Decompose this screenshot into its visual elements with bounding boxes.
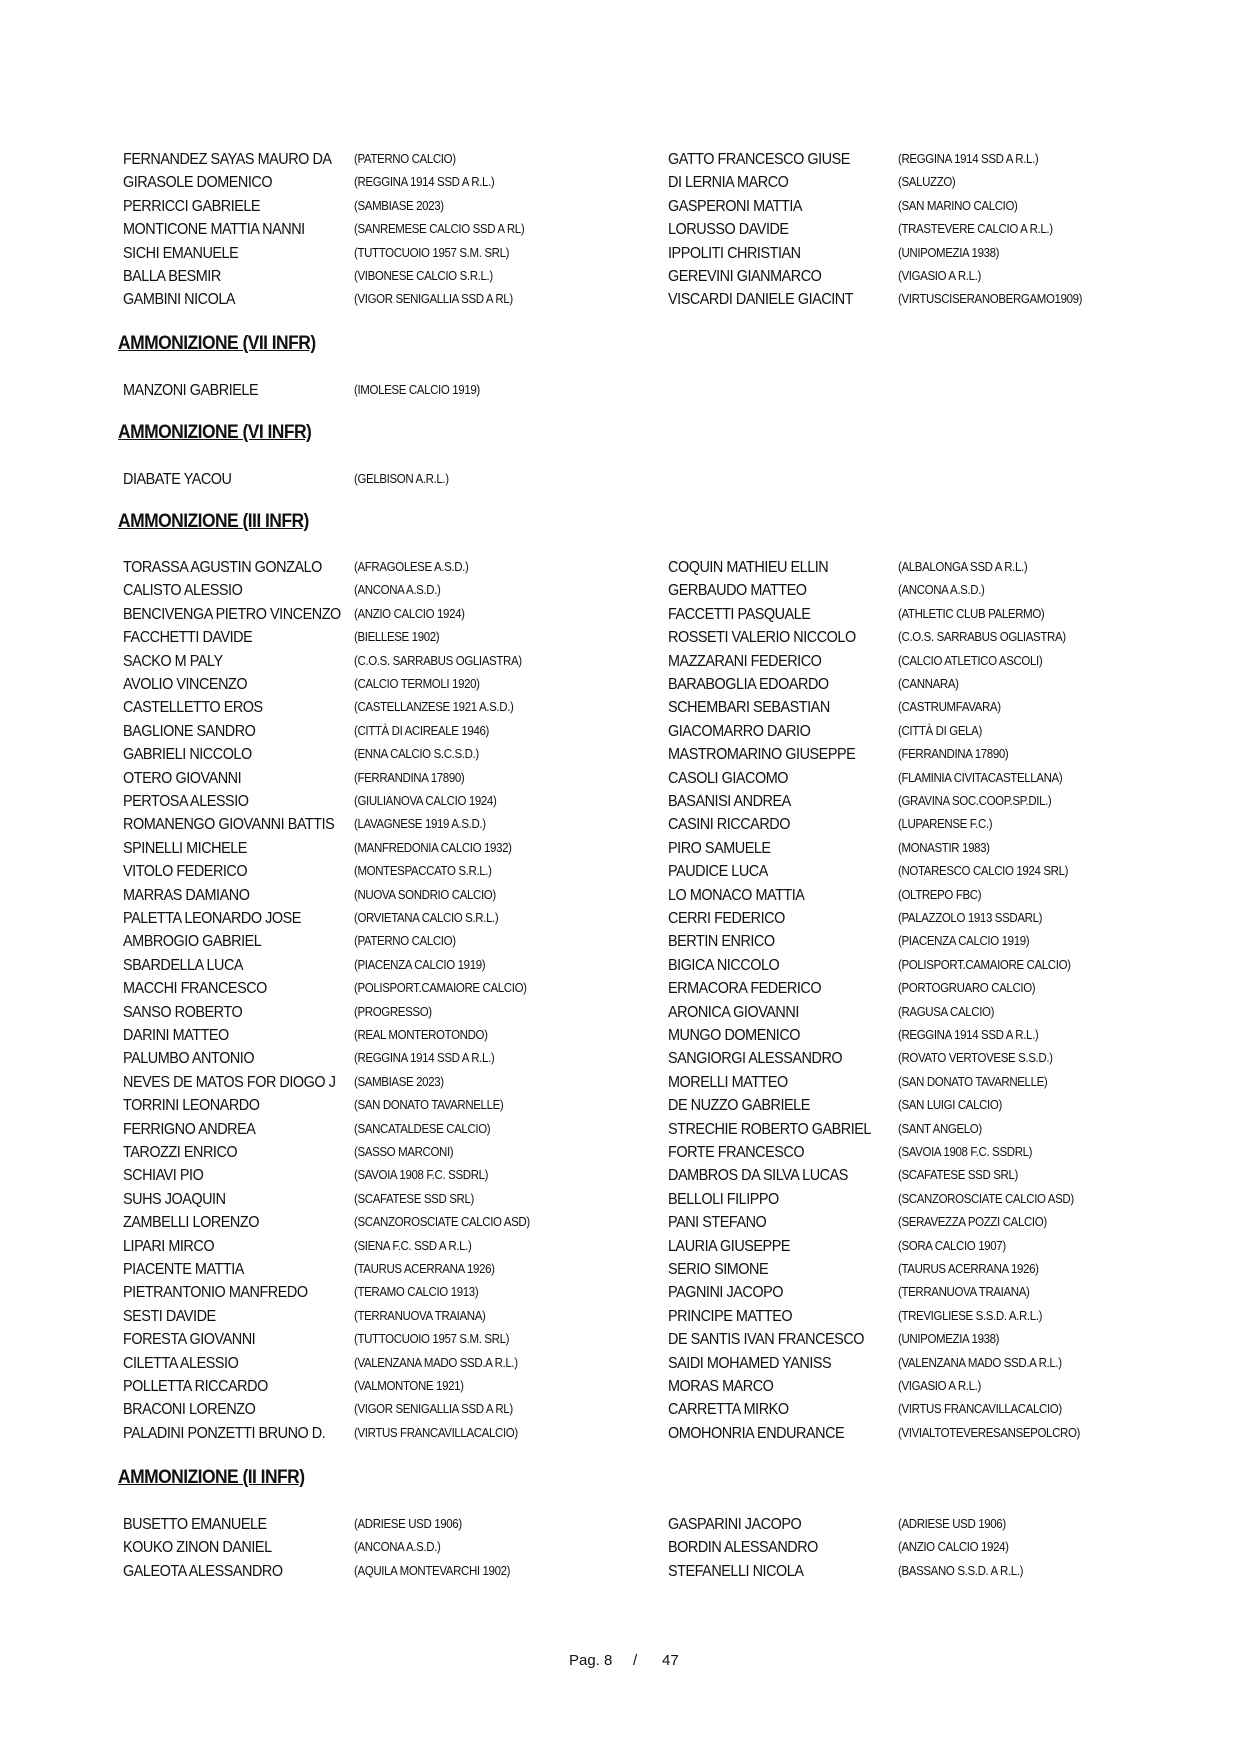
club-name: (REAL MONTEROTONDO) bbox=[354, 1028, 488, 1042]
club-name: (FERRANDINA 17890) bbox=[898, 747, 1009, 762]
player-name: LIPARI MIRCO bbox=[123, 1237, 215, 1255]
player-row bbox=[0, 265, 1241, 288]
player-name: LAURIA GIUSEPPE bbox=[668, 1237, 791, 1255]
club-name: (ANCONA A.S.D.) bbox=[354, 583, 441, 598]
club-name: (NOTARESCO CALCIO 1924 SRL) bbox=[898, 864, 1069, 879]
player-name: GIRASOLE DOMENICO bbox=[123, 174, 273, 192]
page-total: 47 bbox=[662, 1652, 679, 1669]
player-row bbox=[0, 1305, 1241, 1328]
player-row bbox=[0, 650, 1241, 673]
club-name: (SAN DONATO TAVARNELLE) bbox=[898, 1074, 1048, 1089]
club-name: (VIRTUS FRANCAVILLACALCIO) bbox=[354, 1425, 518, 1440]
club-name: (RAGUSA CALCIO) bbox=[898, 1004, 995, 1019]
player-row bbox=[0, 1094, 1241, 1117]
player-name: GATTO FRANCESCO GIUSE bbox=[668, 151, 850, 168]
club-name: (LUPARENSE F.C.) bbox=[898, 817, 993, 832]
player-row bbox=[0, 1024, 1241, 1047]
player-name: PAGNINI JACOPO bbox=[668, 1284, 783, 1302]
page-footer bbox=[0, 1652, 1241, 1676]
player-name: DE NUZZO GABRIELE bbox=[668, 1097, 810, 1115]
player-name: MARRAS DAMIANO bbox=[123, 886, 250, 904]
player-name: SESTI DAVIDE bbox=[123, 1307, 216, 1325]
player-row bbox=[0, 148, 1241, 171]
player-row bbox=[0, 1211, 1241, 1234]
player-name: STRECHIE ROBERTO GABRIEL bbox=[668, 1120, 871, 1138]
player-name: FERRIGNO ANDREA bbox=[123, 1120, 256, 1138]
club-name: (SASSO MARCONI) bbox=[354, 1145, 454, 1159]
player-name: FORESTA GIOVANNI bbox=[123, 1331, 256, 1349]
club-name: (POLISPORT.CAMAIORE CALCIO) bbox=[898, 957, 1071, 972]
player-row bbox=[0, 242, 1241, 265]
player-row bbox=[0, 218, 1241, 241]
player-row bbox=[0, 1141, 1241, 1164]
club-name: (MONTESPACCATO S.R.L.) bbox=[354, 864, 492, 879]
club-name: (VIGASIO A R.L.) bbox=[898, 1379, 981, 1393]
player-name: FACCHETTI DAVIDE bbox=[123, 629, 253, 647]
player-name: SCHIAVI PIO bbox=[123, 1167, 204, 1185]
club-name: (GRAVINA SOC.COOP.SP.DIL.) bbox=[898, 794, 1052, 808]
club-name: (TAURUS ACERRANA 1926) bbox=[354, 1262, 495, 1276]
player-name: PALUMBO ANTONIO bbox=[123, 1050, 255, 1068]
player-name: BASANISI ANDREA bbox=[668, 793, 791, 810]
player-name: GAMBINI NICOLA bbox=[123, 291, 236, 309]
player-name: PIETRANTONIO MANFREDO bbox=[123, 1284, 308, 1302]
club-name: (TERAMO CALCIO 1913) bbox=[354, 1285, 479, 1300]
club-name: (PROGRESSO) bbox=[354, 1004, 432, 1019]
player-name: DIABATE YACOU bbox=[123, 471, 232, 488]
club-name: (REGGINA 1914 SSD A R.L.) bbox=[354, 1051, 495, 1066]
player-row bbox=[0, 1560, 1241, 1583]
player-name: GASPERONI MATTIA bbox=[668, 197, 803, 215]
club-name: (SCANZOROSCIATE CALCIO ASD) bbox=[898, 1191, 1074, 1206]
club-name: (AQUILA MONTEVARCHI 1902) bbox=[354, 1563, 511, 1578]
club-name: (PATERNO CALCIO) bbox=[354, 152, 456, 166]
player-row bbox=[0, 579, 1241, 602]
player-row bbox=[0, 1047, 1241, 1070]
player-name: POLLETTA RICCARDO bbox=[123, 1378, 268, 1395]
club-name: (BASSANO S.S.D. A R.L.) bbox=[898, 1563, 1024, 1578]
club-name: (LAVAGNESE 1919 A.S.D.) bbox=[354, 817, 486, 832]
player-name: BORDIN ALESSANDRO bbox=[668, 1539, 818, 1557]
club-name: (VIGASIO A R.L.) bbox=[898, 269, 981, 283]
player-row bbox=[0, 171, 1241, 194]
player-name: MAZZARANI FEDERICO bbox=[668, 652, 822, 670]
club-name: (REGGINA 1914 SSD A R.L.) bbox=[354, 175, 495, 190]
club-name: (GELBISON A.R.L.) bbox=[354, 472, 449, 486]
club-name: (ANCONA A.S.D.) bbox=[898, 583, 985, 598]
player-name: GERBAUDO MATTEO bbox=[668, 582, 807, 600]
club-name: (PIACENZA CALCIO 1919) bbox=[898, 934, 1030, 949]
player-row bbox=[0, 720, 1241, 743]
club-name: (SAVOIA 1908 F.C. SSDRL) bbox=[354, 1168, 489, 1183]
player-name: TAROZZI ENRICO bbox=[123, 1144, 238, 1161]
player-row bbox=[0, 1164, 1241, 1187]
player-name: SUHS JOAQUIN bbox=[123, 1190, 226, 1208]
club-name: (CALCIO ATLETICO ASCOLI) bbox=[898, 653, 1043, 668]
player-row bbox=[0, 1235, 1241, 1258]
player-name: GABRIELI NICCOLO bbox=[123, 746, 252, 764]
player-row bbox=[0, 1071, 1241, 1094]
player-row bbox=[0, 1398, 1241, 1421]
player-name: TORRINI LEONARDO bbox=[123, 1097, 260, 1115]
club-name: (VIGOR SENIGALLIA SSD A RL) bbox=[354, 292, 513, 307]
club-name: (SAN DONATO TAVARNELLE) bbox=[354, 1098, 504, 1113]
club-name: (ATHLETIC CLUB PALERMO) bbox=[898, 606, 1045, 621]
player-name: AVOLIO VINCENZO bbox=[123, 676, 248, 693]
player-name: PERTOSA ALESSIO bbox=[123, 793, 249, 810]
club-name: (SAMBIASE 2023) bbox=[354, 198, 444, 213]
club-name: (AFRAGOLESE A.S.D.) bbox=[354, 560, 469, 574]
player-name: ERMACORA FEDERICO bbox=[668, 980, 822, 998]
player-name: SCHEMBARI SEBASTIAN bbox=[668, 699, 830, 717]
player-row bbox=[0, 813, 1241, 836]
club-name: (ENNA CALCIO S.C.S.D.) bbox=[354, 747, 479, 762]
player-name: PANI STEFANO bbox=[668, 1214, 767, 1232]
player-name: PERRICCI GABRIELE bbox=[123, 197, 261, 215]
player-row bbox=[0, 288, 1241, 311]
club-name: (REGGINA 1914 SSD A R.L.) bbox=[898, 1028, 1039, 1042]
player-name: BERTIN ENRICO bbox=[668, 933, 775, 951]
club-name: (MONASTIR 1983) bbox=[898, 840, 990, 855]
player-name: MORELLI MATTEO bbox=[668, 1073, 788, 1091]
club-name: (CASTELLANZESE 1921 A.S.D.) bbox=[354, 700, 514, 715]
player-name: ZAMBELLI LORENZO bbox=[123, 1214, 259, 1232]
player-name: PIACENTE MATTIA bbox=[123, 1261, 244, 1278]
player-name: MONTICONE MATTIA NANNI bbox=[123, 221, 305, 239]
club-name: (FERRANDINA 17890) bbox=[354, 770, 465, 785]
player-name: GIACOMARRO DARIO bbox=[668, 722, 811, 740]
club-name: (FLAMINIA CIVITACASTELLANA) bbox=[898, 770, 1063, 785]
player-row bbox=[0, 1352, 1241, 1375]
player-name: SICHI EMANUELE bbox=[123, 244, 239, 262]
player-name: BIGICA NICCOLO bbox=[668, 956, 780, 974]
player-name: NEVES DE MATOS FOR DIOGO J bbox=[123, 1073, 336, 1091]
player-name: ROSSETI VALERIO NICCOLO bbox=[668, 629, 856, 647]
club-name: (PIACENZA CALCIO 1919) bbox=[354, 957, 486, 972]
club-name: (CITTÀ DI ACIREALE 1946) bbox=[354, 723, 489, 738]
player-name: FERNANDEZ SAYAS MAURO DA bbox=[123, 151, 332, 168]
player-row bbox=[0, 556, 1241, 579]
club-name: (SCANZOROSCIATE CALCIO ASD) bbox=[354, 1215, 530, 1230]
player-name: COQUIN MATHIEU ELLIN bbox=[668, 559, 829, 576]
club-name: (ALBALONGA SSD A R.L.) bbox=[898, 560, 1028, 574]
club-name: (TAURUS ACERRANA 1926) bbox=[898, 1262, 1039, 1276]
club-name: (NUOVA SONDRIO CALCIO) bbox=[354, 887, 496, 902]
player-name: PRINCIPE MATTEO bbox=[668, 1307, 793, 1325]
player-name: LO MONACO MATTIA bbox=[668, 886, 805, 904]
club-name: (TRASTEVERE CALCIO A R.L.) bbox=[898, 222, 1053, 237]
club-name: (IMOLESE CALCIO 1919) bbox=[354, 383, 480, 397]
club-name: (UNIPOMEZIA 1938) bbox=[898, 245, 1000, 260]
player-row bbox=[0, 1422, 1241, 1445]
club-name: (VALENZANA MADO SSD.A R.L.) bbox=[898, 1355, 1062, 1370]
section-heading: AMMONIZIONE (VII INFR) bbox=[118, 333, 316, 354]
club-name: (SIENA F.C. SSD A R.L.) bbox=[354, 1238, 472, 1253]
player-name: BELLOLI FILIPPO bbox=[668, 1190, 779, 1208]
player-row bbox=[0, 1281, 1241, 1304]
player-row bbox=[0, 696, 1241, 719]
club-name: (ROVATO VERTOVESE S.S.D.) bbox=[898, 1051, 1053, 1066]
player-name: SANSO ROBERTO bbox=[123, 1003, 243, 1021]
club-name: (SANREMESE CALCIO SSD A RL) bbox=[354, 222, 525, 237]
club-name: (SANCATALDESE CALCIO) bbox=[354, 1121, 491, 1136]
player-name: CASOLI GIACOMO bbox=[668, 769, 789, 787]
player-row bbox=[0, 954, 1241, 977]
player-row bbox=[0, 767, 1241, 790]
club-name: (POLISPORT.CAMAIORE CALCIO) bbox=[354, 981, 527, 996]
club-name: (BIELLESE 1902) bbox=[354, 630, 440, 645]
club-name: (CITTÀ DI GELA) bbox=[898, 723, 982, 738]
player-name: BENCIVENGA PIETRO VINCENZO bbox=[123, 605, 341, 623]
club-name: (PALAZZOLO 1913 SSDARL) bbox=[898, 911, 1043, 925]
player-row bbox=[0, 860, 1241, 883]
player-name: LORUSSO DAVIDE bbox=[668, 221, 789, 239]
club-name: (VIVIALTOTEVERESANSEPOLCRO) bbox=[898, 1425, 1081, 1440]
player-name: SACKO M PALY bbox=[123, 652, 223, 670]
club-name: (SAVOIA 1908 F.C. SSDRL) bbox=[898, 1145, 1033, 1159]
player-name: SBARDELLA LUCA bbox=[123, 956, 244, 974]
player-row bbox=[0, 743, 1241, 766]
player-name: BUSETTO EMANUELE bbox=[123, 1516, 267, 1533]
club-name: (SCAFATESE SSD SRL) bbox=[354, 1191, 474, 1206]
player-name: CILETTA ALESSIO bbox=[123, 1354, 239, 1372]
club-name: (ANCONA A.S.D.) bbox=[354, 1540, 441, 1555]
club-name: (GIULIANOVA CALCIO 1924) bbox=[354, 794, 497, 808]
player-name: ARONICA GIOVANNI bbox=[668, 1003, 799, 1021]
club-name: (CALCIO TERMOLI 1920) bbox=[354, 677, 480, 691]
player-name: SERIO SIMONE bbox=[668, 1261, 769, 1278]
player-row bbox=[0, 1328, 1241, 1351]
player-name: FORTE FRANCESCO bbox=[668, 1144, 805, 1161]
player-name: PALETTA LEONARDO JOSE bbox=[123, 910, 301, 927]
player-name: SAIDI MOHAMED YANISS bbox=[668, 1354, 832, 1372]
club-name: (C.O.S. SARRABUS OGLIASTRA) bbox=[898, 630, 1066, 645]
club-name: (TERRANUOVA TRAIANA) bbox=[898, 1285, 1030, 1300]
club-name: (UNIPOMEZIA 1938) bbox=[898, 1332, 1000, 1347]
player-row bbox=[0, 1375, 1241, 1398]
player-name: PIRO SAMUELE bbox=[668, 839, 771, 857]
player-name: DARINI MATTEO bbox=[123, 1027, 229, 1044]
player-name: BAGLIONE SANDRO bbox=[123, 722, 256, 740]
player-name: MACCHI FRANCESCO bbox=[123, 980, 267, 998]
club-name: (C.O.S. SARRABUS OGLIASTRA) bbox=[354, 653, 522, 668]
player-name: GASPARINI JACOPO bbox=[668, 1516, 802, 1533]
club-name: (SAN LUIGI CALCIO) bbox=[898, 1098, 1002, 1113]
player-name: DAMBROS DA SILVA LUCAS bbox=[668, 1167, 848, 1185]
player-name: IPPOLITI CHRISTIAN bbox=[668, 244, 801, 262]
player-name: CARRETTA MIRKO bbox=[668, 1401, 789, 1419]
player-name: MASTROMARINO GIUSEPPE bbox=[668, 746, 856, 764]
club-name: (VALMONTONE 1921) bbox=[354, 1379, 464, 1393]
player-row bbox=[0, 884, 1241, 907]
player-name: OTERO GIOVANNI bbox=[123, 769, 242, 787]
club-name: (VIBONESE CALCIO S.R.L.) bbox=[354, 269, 493, 283]
player-name: ROMANENGO GIOVANNI BATTIS bbox=[123, 816, 335, 834]
page-number: Pag. 8 bbox=[569, 1652, 613, 1669]
player-name: CERRI FEDERICO bbox=[668, 910, 785, 927]
player-row bbox=[0, 1258, 1241, 1281]
page-separator: / bbox=[633, 1652, 638, 1669]
player-row bbox=[0, 195, 1241, 218]
player-name: PALADINI PONZETTI BRUNO D. bbox=[123, 1424, 326, 1442]
club-name: (SALUZZO) bbox=[898, 175, 956, 190]
club-name: (VIGOR SENIGALLIA SSD A RL) bbox=[354, 1402, 513, 1417]
player-name: TORASSA AGUSTIN GONZALO bbox=[123, 559, 322, 576]
player-name: VITOLO FEDERICO bbox=[123, 863, 248, 881]
player-name: VISCARDI DANIELE GIACINT bbox=[668, 291, 854, 309]
player-name: GEREVINI GIANMARCO bbox=[668, 268, 822, 285]
player-name: BALLA BESMIR bbox=[123, 268, 221, 285]
player-name: BARABOGLIA EDOARDO bbox=[668, 676, 829, 693]
player-name: PAUDICE LUCA bbox=[668, 863, 768, 881]
player-row bbox=[0, 673, 1241, 696]
player-row bbox=[0, 1188, 1241, 1211]
player-name: CALISTO ALESSIO bbox=[123, 582, 243, 600]
player-name: MANZONI GABRIELE bbox=[123, 382, 259, 399]
club-name: (SERAVEZZA POZZI CALCIO) bbox=[898, 1215, 1047, 1230]
section-heading: AMMONIZIONE (VI INFR) bbox=[118, 422, 312, 443]
club-name: (OLTREPO FBC) bbox=[898, 887, 982, 902]
club-name: (SCAFATESE SSD SRL) bbox=[898, 1168, 1018, 1183]
player-name: SANGIORGI ALESSANDRO bbox=[668, 1050, 843, 1068]
player-row bbox=[0, 626, 1241, 649]
player-row bbox=[0, 790, 1241, 813]
section-heading: AMMONIZIONE (II INFR) bbox=[118, 1467, 305, 1488]
club-name: (TUTTOCUOIO 1957 S.M. SRL) bbox=[354, 1332, 510, 1347]
club-name: (PORTOGRUARO CALCIO) bbox=[898, 981, 1036, 996]
club-name: (REGGINA 1914 SSD A R.L.) bbox=[898, 152, 1039, 166]
club-name: (TUTTOCUOIO 1957 S.M. SRL) bbox=[354, 245, 510, 260]
player-row bbox=[0, 1001, 1241, 1024]
player-row bbox=[0, 379, 1241, 402]
club-name: (CASTRUMFAVARA) bbox=[898, 700, 1001, 715]
club-name: (VIRTUS FRANCAVILLACALCIO) bbox=[898, 1402, 1062, 1417]
club-name: (TREVIGLIESE S.S.D. A.R.L.) bbox=[898, 1308, 1043, 1323]
club-name: (VIRTUSCISERANOBERGAMO1909) bbox=[898, 292, 1083, 307]
club-name: (SANT ANGELO) bbox=[898, 1121, 982, 1136]
player-row bbox=[0, 930, 1241, 953]
club-name: (ORVIETANA CALCIO S.R.L.) bbox=[354, 911, 499, 925]
player-row bbox=[0, 1536, 1241, 1559]
player-row bbox=[0, 1118, 1241, 1141]
club-name: (CANNARA) bbox=[898, 677, 959, 691]
club-name: (SAN MARINO CALCIO) bbox=[898, 198, 1018, 213]
player-name: CASTELLETTO EROS bbox=[123, 699, 263, 717]
player-name: DE SANTIS IVAN FRANCESCO bbox=[668, 1331, 865, 1349]
player-row bbox=[0, 977, 1241, 1000]
player-name: FACCETTI PASQUALE bbox=[668, 605, 811, 623]
player-name: KOUKO ZINON DANIEL bbox=[123, 1539, 272, 1557]
player-name: MUNGO DOMENICO bbox=[668, 1027, 801, 1044]
player-name: MORAS MARCO bbox=[668, 1378, 774, 1395]
player-row bbox=[0, 837, 1241, 860]
club-name: (SORA CALCIO 1907) bbox=[898, 1238, 1006, 1253]
player-name: CASINI RICCARDO bbox=[668, 816, 790, 834]
club-name: (ADRIESE USD 1906) bbox=[898, 1517, 1006, 1531]
club-name: (MANFREDONIA CALCIO 1932) bbox=[354, 840, 512, 855]
player-name: GALEOTA ALESSANDRO bbox=[123, 1562, 283, 1580]
club-name: (VALENZANA MADO SSD.A R.L.) bbox=[354, 1355, 518, 1370]
club-name: (SAMBIASE 2023) bbox=[354, 1074, 444, 1089]
club-name: (ANZIO CALCIO 1924) bbox=[354, 606, 465, 621]
player-name: DI LERNIA MARCO bbox=[668, 174, 789, 192]
player-name: SPINELLI MICHELE bbox=[123, 839, 247, 857]
player-row bbox=[0, 468, 1241, 491]
club-name: (ADRIESE USD 1906) bbox=[354, 1517, 462, 1531]
club-name: (PATERNO CALCIO) bbox=[354, 934, 456, 949]
section-heading: AMMONIZIONE (III INFR) bbox=[118, 511, 309, 532]
player-row bbox=[0, 1513, 1241, 1536]
player-row bbox=[0, 907, 1241, 930]
player-name: BRACONI LORENZO bbox=[123, 1401, 256, 1419]
club-name: (TERRANUOVA TRAIANA) bbox=[354, 1308, 486, 1323]
player-row bbox=[0, 603, 1241, 626]
player-name: STEFANELLI NICOLA bbox=[668, 1562, 804, 1580]
club-name: (ANZIO CALCIO 1924) bbox=[898, 1540, 1009, 1555]
player-name: OMOHONRIA ENDURANCE bbox=[668, 1424, 845, 1442]
player-name: AMBROGIO GABRIEL bbox=[123, 933, 262, 951]
